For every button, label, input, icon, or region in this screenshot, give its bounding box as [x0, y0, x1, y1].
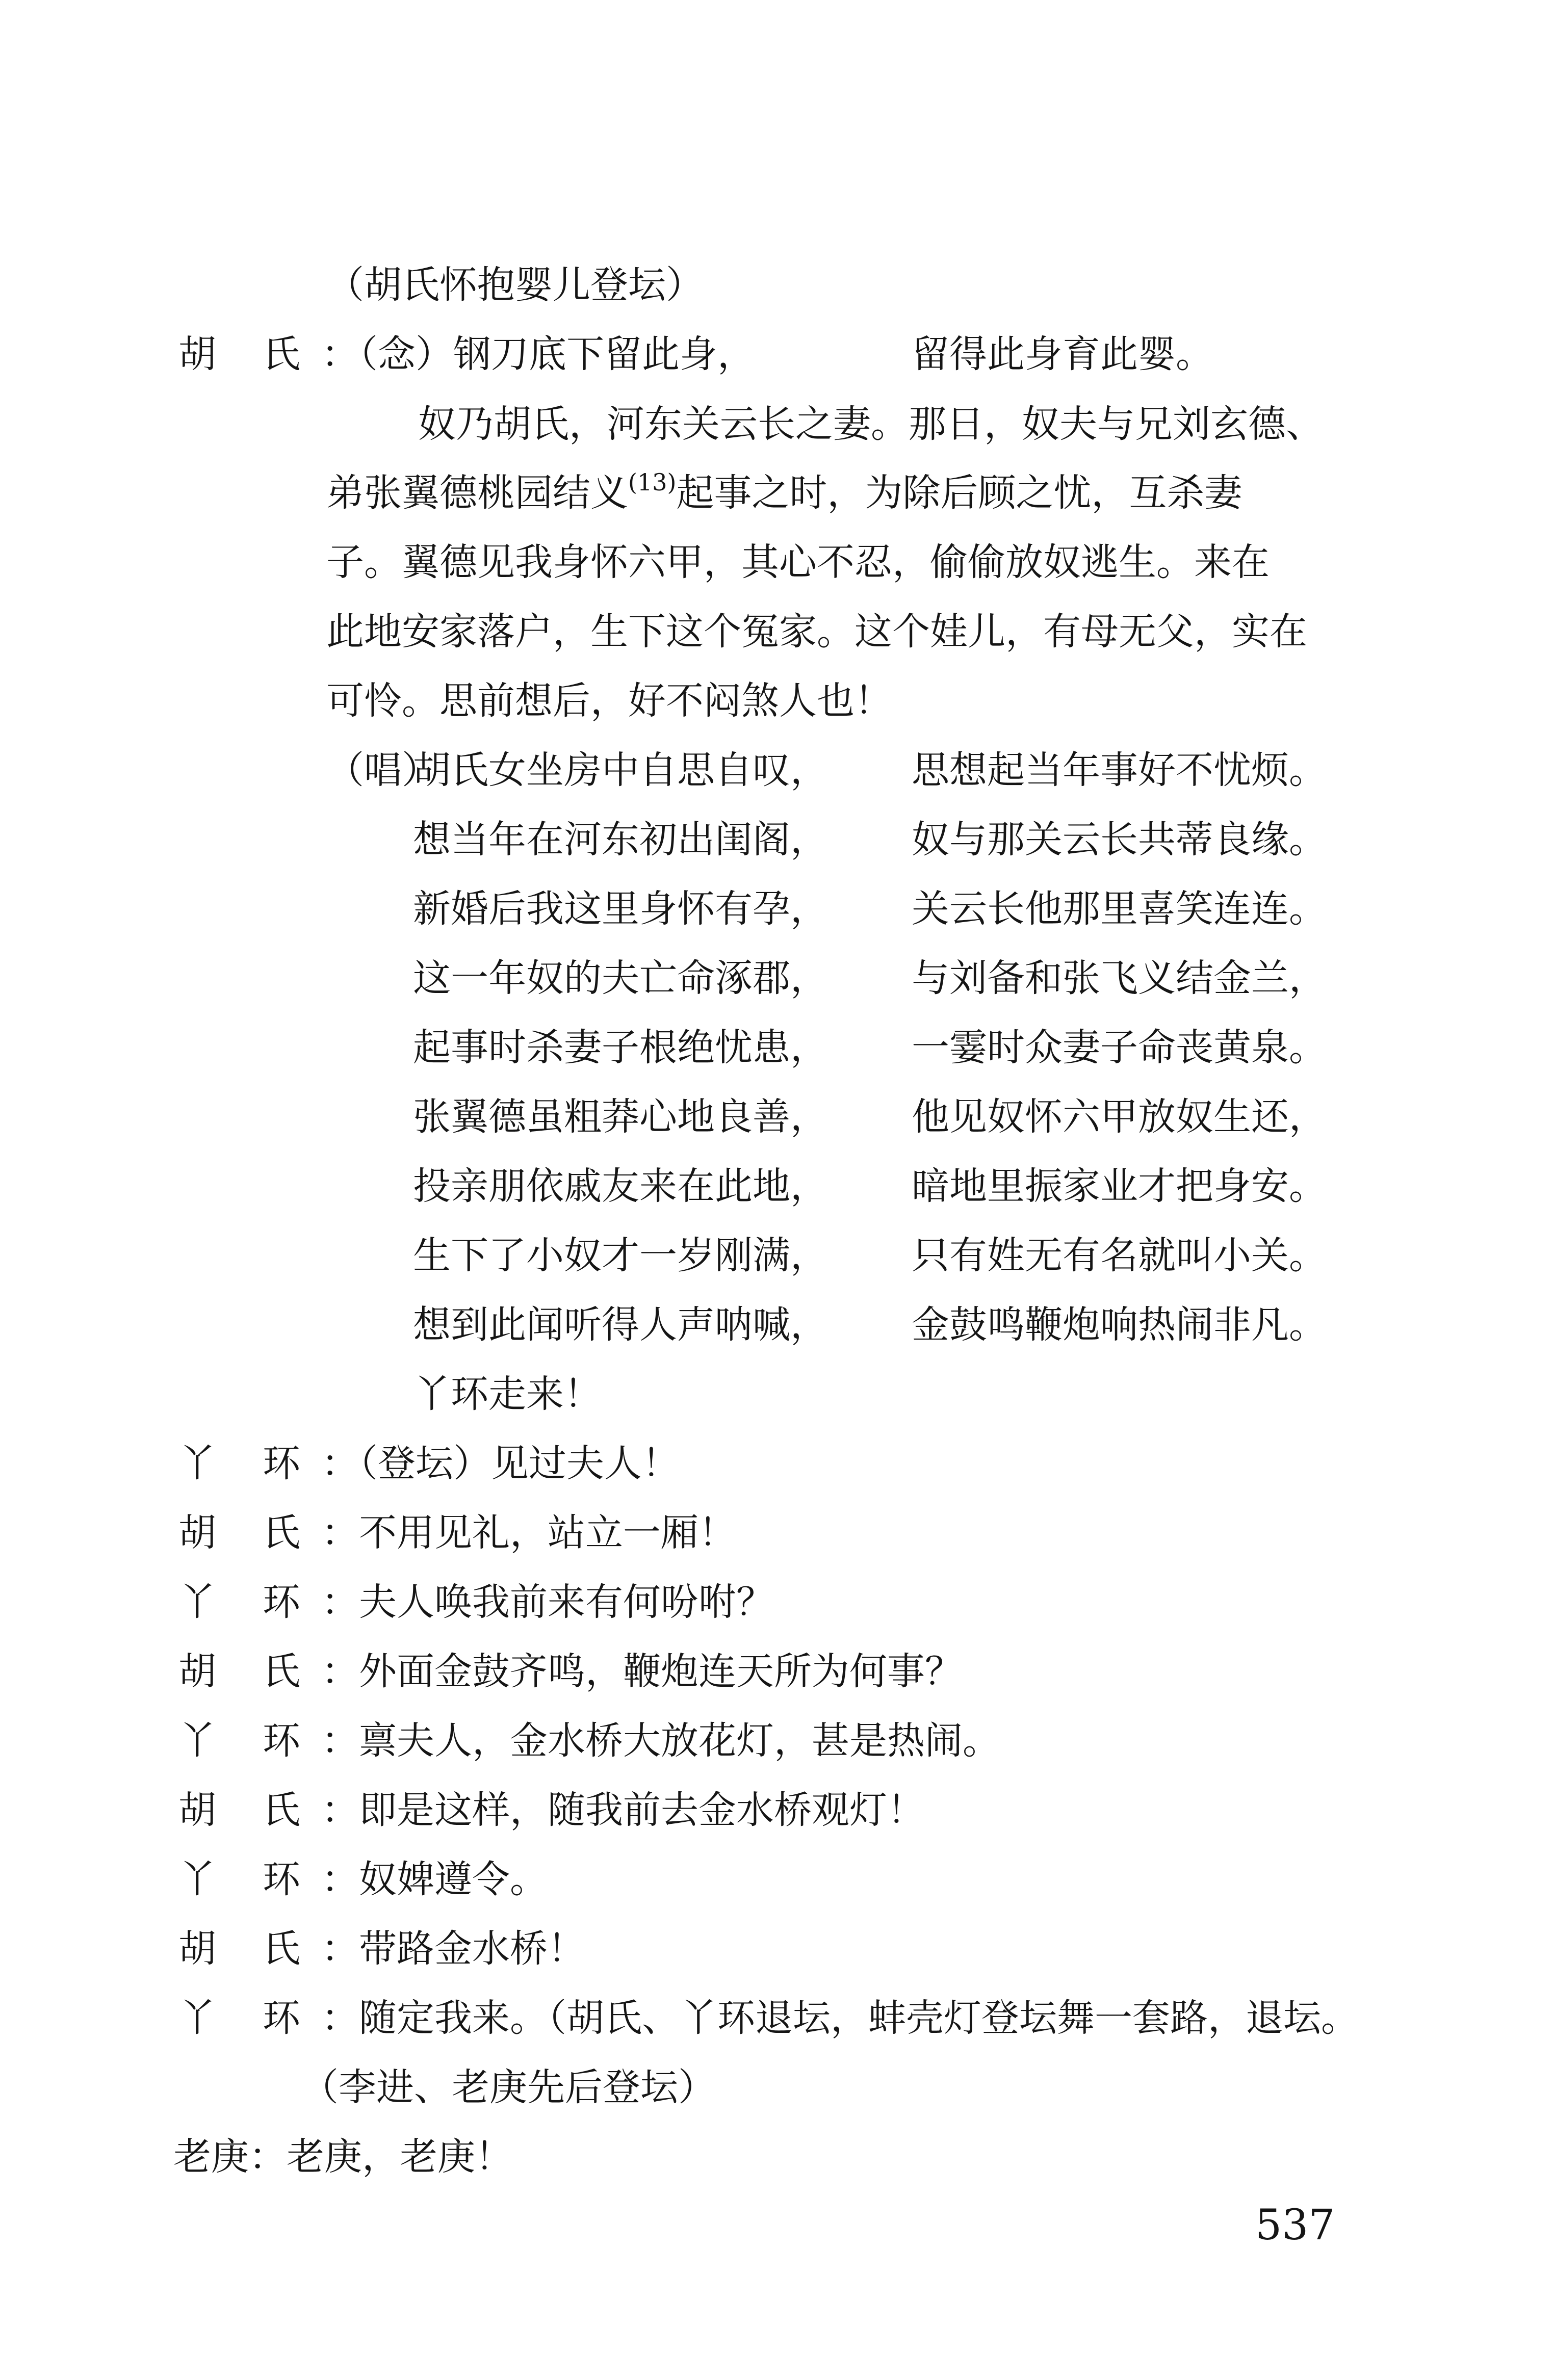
dialogue-line: 丫 环 ：奴婢遵令。 [178, 1858, 548, 1901]
verse-left: 钢刀底下留此身， [453, 332, 755, 376]
stage-direction: （李进、老庚先后登坛） [301, 2065, 716, 2109]
dialogue-line: 丫 环 ：夫人唤我前来有何吩咐？ [178, 1580, 774, 1624]
dialogue-line: 胡 氏 ：带路金水桥！ [178, 1927, 585, 1971]
monologue-line: 可怜。思前想后，好不闷煞人也！ [326, 679, 892, 723]
speaker-label: 丫 环 [178, 1719, 300, 1763]
dialogue-line: 胡 氏 ：即是这样，随我前去金水桥观灯！ [178, 1788, 925, 1832]
verse-right: 思想起当年事好不忧烦。 [912, 748, 1327, 792]
speaker-label: 胡 氏 [178, 332, 300, 376]
dialogue-line: 丫 环 ：（登坛）见过夫人！ [178, 1442, 680, 1485]
verse-left: 起事时杀妻子根绝忧患， [413, 1026, 828, 1069]
verse-left: 想当年在河东初出闺阁， [413, 818, 828, 861]
verse-left: 这一年奴的夫亡命涿郡， [413, 956, 828, 1000]
speaker-label: 胡 氏 [178, 1927, 300, 1971]
speaker-label: 胡 氏 [178, 1650, 300, 1693]
verse-left: 胡氏女坐房中自思自叹， [413, 748, 828, 792]
footnote-marker: (13) [628, 468, 677, 496]
dialogue-line: 老庚：老庚，老庚！ [173, 2135, 513, 2179]
verse-right: 与刘备和张飞义结金兰， [912, 956, 1327, 1000]
song-closing: 丫环走来！ [413, 1372, 602, 1416]
verse-right: 只有姓无有名就叫小关。 [912, 1234, 1327, 1277]
verse-right: 留得此身育此婴。 [912, 332, 1213, 376]
monologue-line: 子。翼德见我身怀六甲，其心不忍，偷偷放奴逃生。来在 [326, 540, 1270, 584]
speaker-label: 丫 环 [178, 1442, 300, 1485]
verse-left: 新婚后我这里身怀有孕， [413, 887, 828, 931]
dialogue-line: 丫 环 ：禀夫人，金水桥大放花灯，甚是热闹。 [178, 1719, 1000, 1763]
recitation-line [178, 332, 755, 376]
verse-left: 想到此闻听得人声呐喊， [413, 1303, 828, 1347]
speaker-label: 丫 环 [178, 1996, 300, 2040]
page-number: 537 [1255, 2201, 1335, 2250]
verse-left: 投亲朋依戚友来在此地， [413, 1164, 828, 1208]
verse-right: 一霎时众妻子命丧黄泉。 [912, 1026, 1327, 1069]
dialogue-line: 丫 环 ：随定我来。（胡氏、丫环退坛，蚌壳灯登坛舞一套路，退坛。 [178, 1996, 1359, 2040]
speaker-label: 丫 环 [178, 1858, 300, 1901]
stage-direction: （胡氏怀抱婴儿登坛） [326, 263, 704, 307]
dialogue-line: 胡 氏 ：不用见礼，站立一厢！ [178, 1511, 736, 1555]
monologue-line: 此地安家落户，生下这个冤家。这个娃儿，有母无父，实在 [326, 610, 1307, 653]
dialogue-line: 胡 氏 ：外面金鼓齐鸣，鞭炮连天所为何事？ [178, 1650, 963, 1693]
speaker-label: 胡 氏 [178, 1511, 300, 1555]
speaker-label: 丫 环 [178, 1580, 300, 1624]
recitation-cue: ：（念） [321, 332, 453, 376]
monologue-line: 弟张翼德桃园结义$^{(13)}$起事之时，为除后顾之忧，互杀妻 [326, 468, 1242, 515]
verse-left: 生下了小奴才一岁刚满， [413, 1234, 828, 1277]
speaker-label: 胡 氏 [178, 1788, 300, 1832]
verse-right: 他见奴怀六甲放奴生还， [912, 1095, 1327, 1139]
verse-right: 暗地里振家业才把身安。 [912, 1164, 1327, 1208]
verse-right: 关云长他那里喜笑连连。 [912, 887, 1327, 931]
monologue-line: 奴乃胡氏，河东关云长之妻。那日，奴夫与兄刘玄德、 [418, 402, 1324, 446]
song-cue: （唱） [326, 748, 439, 792]
verse-left: 张翼德虽粗莽心地良善， [413, 1095, 828, 1139]
verse-right: 金鼓鸣鞭炮响热闹非凡。 [912, 1303, 1327, 1347]
verse-right: 奴与那关云长共蒂良缘。 [912, 818, 1327, 861]
